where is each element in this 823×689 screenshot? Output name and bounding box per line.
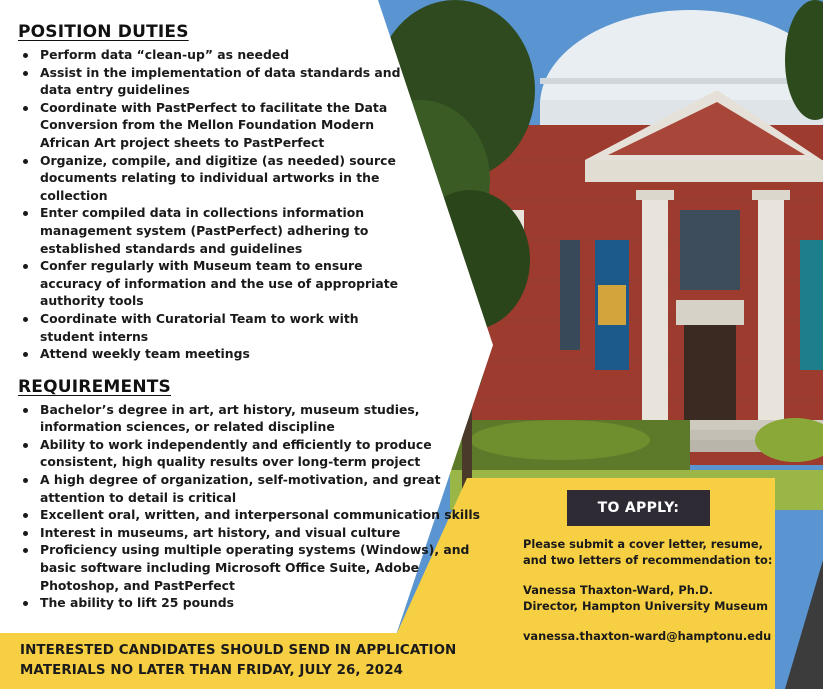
apply-instructions <box>523 537 783 645</box>
list-item: Perform data “clean-up” as needed <box>18 46 405 64</box>
list-item: Bachelor’s degree in art, art history, museum studies, information sciences, or related discipline <box>18 401 430 436</box>
list-item: Confer regularly with Museum team to ensure accuracy of information and the use of appropriate authority tools <box>18 257 405 310</box>
duties-heading: POSITION DUTIES <box>18 22 189 42</box>
list-item: Ability to work independently and efficiently to produce consistent, high quality results over long-term project <box>18 436 460 471</box>
to-apply-heading: TO APPLY: <box>567 490 710 526</box>
deadline-notice: INTERESTED CANDIDATES SHOULD SEND IN APPLICATION MATERIALS NO LATER THAN FRIDAY, JULY 26, 2024 <box>20 643 457 678</box>
list-item: Excellent oral, written, and interpersonal communication skills <box>18 506 500 524</box>
list-item: Coordinate with Curatorial Team to work with student interns <box>18 310 405 345</box>
job-details <box>18 22 488 612</box>
requirements-heading: REQUIREMENTS <box>18 376 171 397</box>
contact-email[interactable]: vanessa.thaxton-ward@hamptonu.edu <box>523 629 772 644</box>
list-item: Assist in the implementation of data standards and data entry guidelines <box>18 64 405 99</box>
contact-title: Director, Hampton University Museum <box>523 598 769 613</box>
contact-name: Vanessa Thaxton-Ward, Ph.D. <box>523 583 713 598</box>
list-item: Organize, compile, and digitize (as needed) source documents relating to individual artworks in the collection <box>18 152 405 205</box>
list-item: Coordinate with PastPerfect to facilitate the Data Conversion from the Mellon Foundation Modern African Art project sheets to PastPerfect <box>18 99 405 152</box>
list-item: Attend weekly team meetings <box>18 345 405 363</box>
list-item: A high degree of organization, self-motivation, and great attention to detail is critical <box>18 471 460 506</box>
list-item: Enter compiled data in collections information management system (PastPerfect) adhering to established standards and guidelines <box>18 204 405 257</box>
apply-instructions-text: Please submit a cover letter, resume, and two letters of recommendation to: <box>523 537 773 567</box>
list-item: The ability to lift 25 pounds <box>18 594 480 612</box>
requirements-list <box>18 401 488 612</box>
list-item: Interest in museums, art history, and visual culture <box>18 524 500 542</box>
duties-list <box>18 46 488 363</box>
list-item: Proficiency using multiple operating systems (Windows), and basic software including Microsoft Office Suite, Adobe Photoshop, and PastPerfect <box>18 541 480 594</box>
